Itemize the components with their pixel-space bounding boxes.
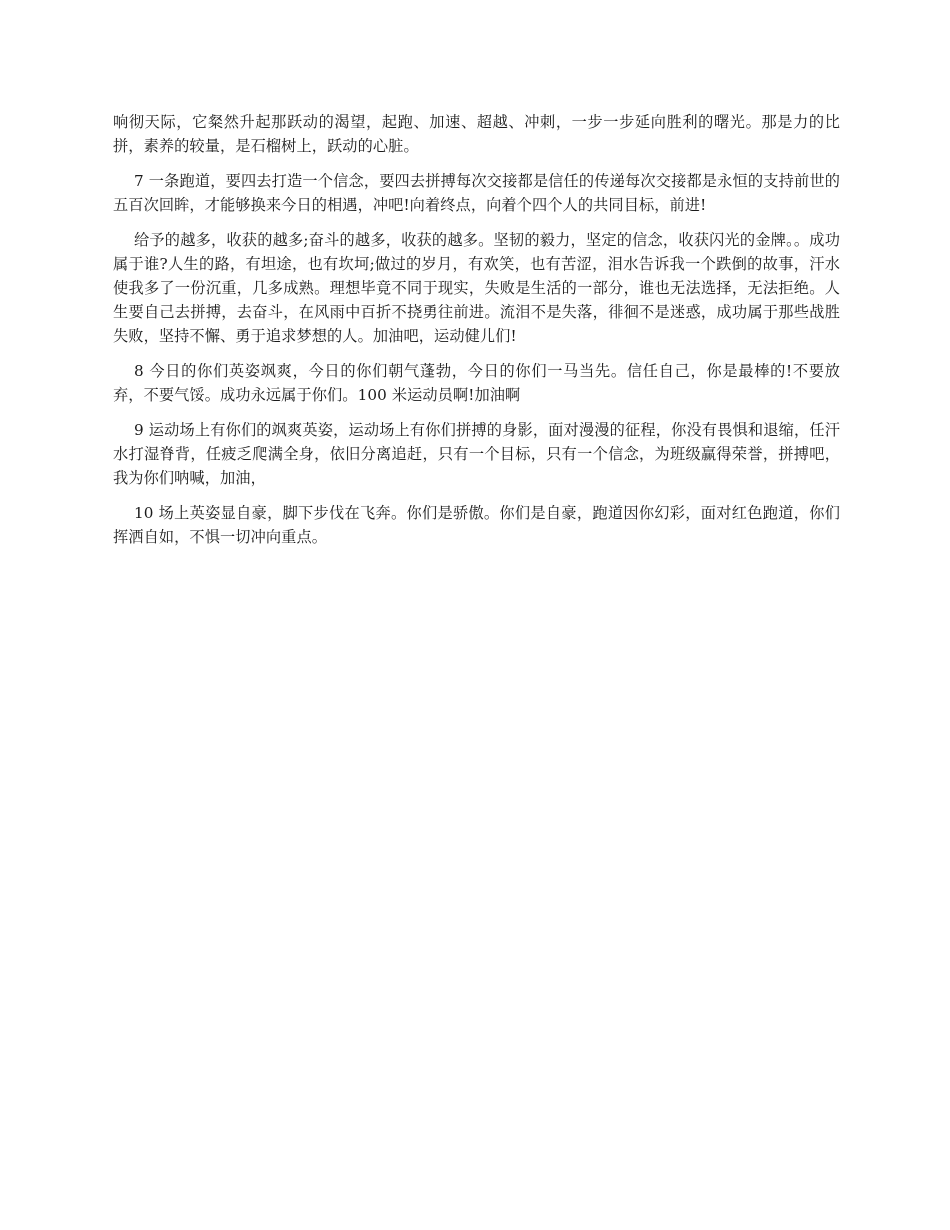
paragraph-6: 10 场上英姿显自豪，脚下步伐在飞奔。你们是骄傲。你们是自豪，跑道因你幻彩，面对红色跑道，你们挥洒自如，不惧一切冲向重点。 <box>113 504 840 546</box>
paragraph-2: 7 一条跑道，要四去打造一个信念，要四去拼搏每次交接都是信任的传递每次交接都是永恒的支持前世的五百次回眸，才能够换来今日的相遇，冲吧!向着终点，向着个四个人的共同目标，前进! <box>113 172 840 214</box>
document-body <box>113 110 840 560</box>
paragraph-5: 9 运动场上有你们的飒爽英姿，运动场上有你们拼搏的身影，面对漫漫的征程，你没有畏惧和退缩，任汗水打湿脊背，任疲乏爬满全身，依旧分离追赶，只有一个目标，只有一个信念，为班级赢得荣誉，拼搏吧，我为你们呐喊，加油， <box>113 421 840 487</box>
paragraph-3: 给予的越多，收获的越多;奋斗的越多，收获的越多。坚韧的毅力，坚定的信念，收获闪光的金牌。。成功属于谁?人生的路，有坦途，也有坎坷;做过的岁月，有欢笑，也有苦涩，泪水告诉我一个跌倒的故事，汗水使我多了一份沉重，几多成熟。理想毕竟不同于现实，失败是生活的一部分，谁也无法选择，无法拒绝。人生要自己去拼搏，去奋斗，在风雨中百折不挠勇往前进。流泪不是失落，徘徊不是迷惑，成功属于那些战胜失败，坚持不懈、勇于追求梦想的人。加油吧，运动健儿们! <box>113 231 840 345</box>
paragraph-1: 响彻天际，它粲然升起那跃动的渴望，起跑、加速、超越、冲刺，一步一步延向胜利的曙光。那是力的比拼，素养的较量，是石榴树上，跃动的心脏。 <box>113 113 840 155</box>
paragraph-4: 8 今日的你们英姿飒爽，今日的你们朝气蓬勃，今日的你们一马当先。信任自己，你是最棒的!不要放弃，不要气馁。成功永远属于你们。100 米运动员啊!加油啊 <box>113 362 840 404</box>
